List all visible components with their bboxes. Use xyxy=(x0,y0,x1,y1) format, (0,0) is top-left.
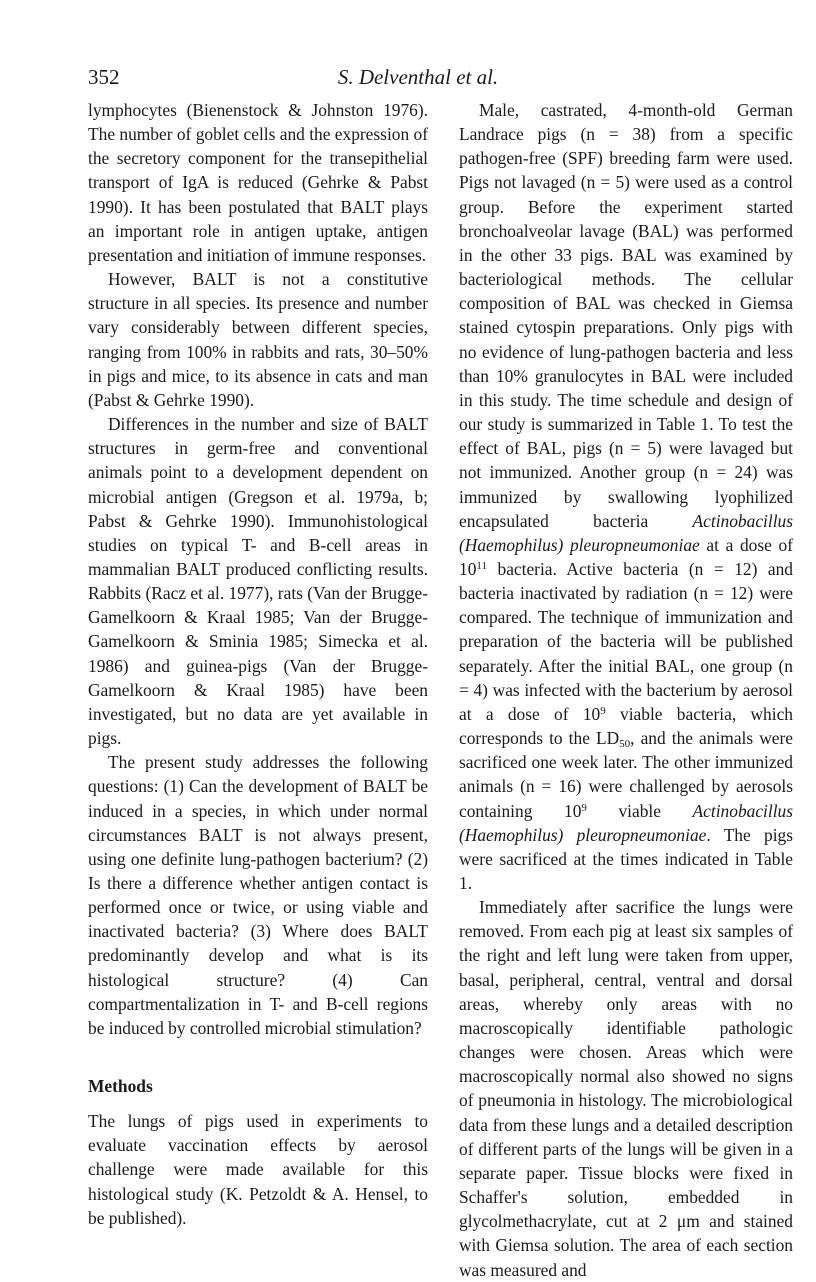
left-column xyxy=(88,98,428,1230)
running-title: S. Delventhal et al. xyxy=(337,65,499,89)
right-column xyxy=(459,98,793,1282)
section-heading-methods: Methods xyxy=(88,1076,153,1097)
species-name: Actinobacillus (Haemophilus) pleuropneumoniae xyxy=(459,800,794,845)
species-name: Actinobacillus (Haemophilus) pleuropneumoniae xyxy=(459,510,793,555)
paragraph: Differences in the number and size of BALT structures in germ-free and conventional animals point to a development dependent on microbial antigen (Gregson et al. 1979a, b; Pabst & Gehrke 1990). Immunohistological studies on typical T- and B-cell areas in mammalian BALT produced conflicting results. Rabbits (Racz et al. 1977), rats (Van der Brugge-Gamelkoorn & Kraal 1985; Van der Brugge-Gamelkoorn & Sminia 1985; Simecka et al. 1986) and guinea-pigs (Van der Brugge-Gamelkoorn & Kraal 1985) have been investigated, but no data are yet available in pigs. xyxy=(88,414,428,749)
page-header xyxy=(88,62,748,92)
paragraph: However, BALT is not a constitutive structure in all species. Its presence and number vary considerably between different species, ranging from 100% in rabbits and rats, 30–50% in pigs and mice, to its absence in cats and man (Pabst & Gehrke 1990). xyxy=(88,269,428,410)
paragraph: The present study addresses the following questions: (1) Can the development of BALT be induced in a species, in which under normal circumstances BALT is not always present, using one definite lung-pathogen bacterium? (2) Is there a difference whether antigen contact is performed once or twice, or using viable and inactivated bacteria? (3) Where does BALT predominantly develop and what is its histological structure? (4) Can compartmentalization in T- and B-cell regions be induced by controlled microbial stimulation? xyxy=(88,752,428,1038)
paragraph: Male, castrated, 4-month-old German Landrace pigs (n = 38) from a specific pathogen-free (SPF) breeding farm were used. Pigs not lavaged (n = 5) were used as a control group. Before the experiment started bronchoalveolar lavage (BAL) was performed in the other 33 pigs. BAL was examined by bacteriological methods. The cellular composition of BAL was checked in Giemsa stained cytospin preparations. Only pigs with no evidence of lung-pathogen bacteria and less than 10% granulocytes in BAL were included in this study. The time schedule and design of our study is summarized in Table 1. To test the effect of BAL, pigs (n = 5) were lavaged but not immunized. Another group (n = 24) was immunized by swallowing lyophilized encapsulated bacteria Actinobacillus (Haemophilus) pleuropneumoniae at a dose of $10^{11}$ bacteria. Active bacteria (n = 12) and bacteria inactivated by radiation (n = 12) were compared. The technique of immunization and preparation of the bacteria will be published separately. After the initial BAL, one group (n = 4) was infected with the bacterium by aerosol at a dose of $10^9$ viable bacteria, which corresponds to the $LD_{50}$, and the animals were sacrificed one week later. The other immunized animals (n = 16) were challenged by aerosols containing $10^9$ viable Actinobacillus (Haemophilus) pleuropneumoniae. The pigs were sacrificed at the times indicated in Table 1. xyxy=(459,100,794,893)
paragraph: lymphocytes (Bienenstock & Johnston 1976). The number of goblet cells and the expression of the secretory component for the transepithelial transport of IgA is reduced (Gehrke & Pabst 1990). It has been postulated that BALT plays an important role in antigen uptake, antigen presentation and initiation of immune responses. xyxy=(88,100,428,265)
paragraph: Immediately after sacrifice the lungs were removed. From each pig at least six samples of the right and left lung were taken from upper, basal, peripheral, central, ventral and dorsal areas, whereby only areas with no macroscopically identifiable pathologic changes were chosen. Areas which were macroscopically normal also showed no signs of pneumonia in histology. The microbiological data from these lungs and a detailed description of different parts of the lungs will be given in a separate paper. Tissue blocks were fixed in Schaffer's solution, embedded in glycolmethacrylate, cut at 2 μm and stained with Giemsa solution. The area of each section was measured and xyxy=(459,897,793,1280)
paragraph: The lungs of pigs used in experiments to evaluate vaccination effects by aerosol challenge were made available for this histological study (K. Petzoldt & A. Hensel, to be published). xyxy=(88,1111,428,1228)
page-number: 352 xyxy=(88,65,120,89)
